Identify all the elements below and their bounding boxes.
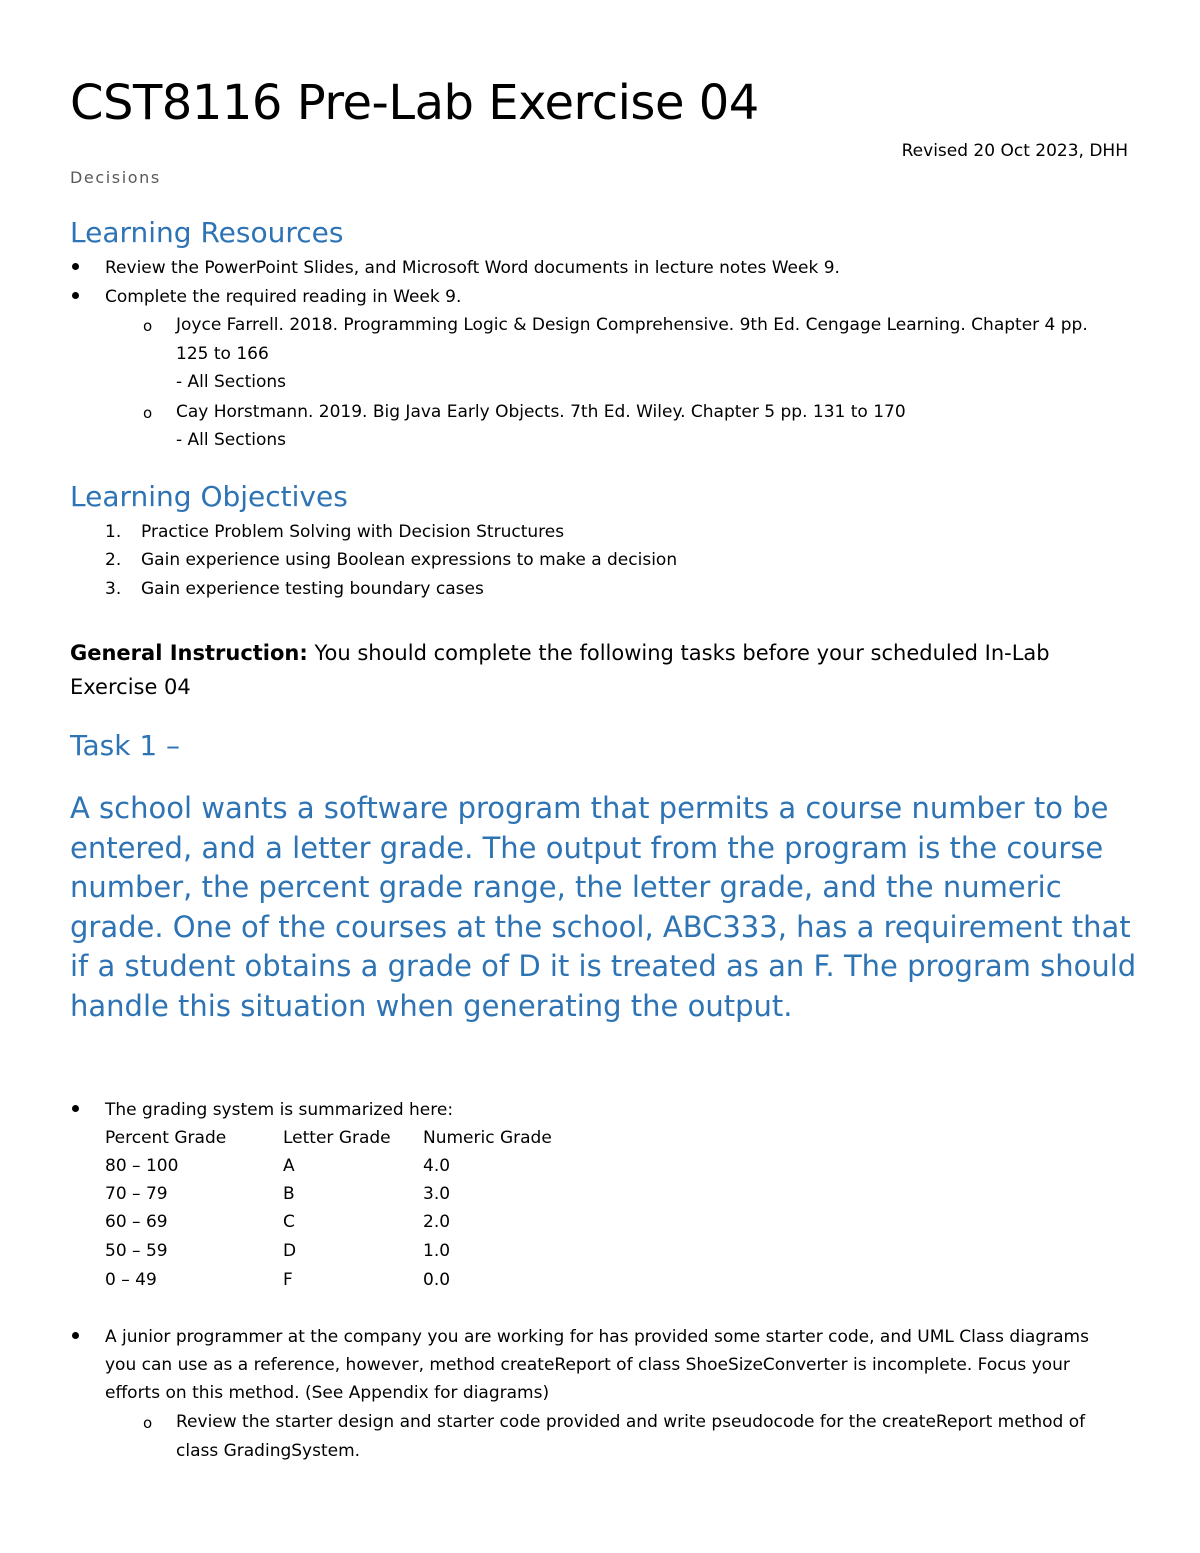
sub-bullet-marker: o xyxy=(143,1414,153,1432)
numeric-cell: 0.0 xyxy=(423,1270,451,1290)
percent-cell: 60 – 69 xyxy=(105,1212,168,1232)
grading-intro: The grading system is summarized here: xyxy=(105,1100,454,1120)
letter-cell: F xyxy=(283,1270,293,1290)
bullet-icon xyxy=(72,1323,79,1352)
objective-number: 2. xyxy=(105,550,122,570)
sub-bullet-marker: o xyxy=(143,317,153,335)
numeric-cell: 1.0 xyxy=(423,1241,451,1261)
revision-note: Revised 20 Oct 2023, DHH xyxy=(901,141,1128,161)
numeric-cell: 3.0 xyxy=(423,1184,451,1204)
general-instruction-label: General Instruction: xyxy=(70,641,308,665)
document-title: CST8116 Pre-Lab Exercise 04 xyxy=(70,75,759,131)
objective-number: 1. xyxy=(105,522,122,542)
letter-cell: D xyxy=(283,1241,297,1261)
percent-cell: 70 – 79 xyxy=(105,1184,168,1204)
general-instruction xyxy=(70,636,1130,704)
letter-cell: B xyxy=(283,1184,295,1204)
resource-item: Review the PowerPoint Slides, and Microsoft Word documents in lecture notes Week 9. xyxy=(105,258,840,278)
general-instruction-text: You should complete the following tasks before your scheduled In-Lab Exercise 04 xyxy=(70,641,1050,699)
letter-cell: A xyxy=(283,1156,295,1176)
objective-number: 3. xyxy=(105,579,122,599)
task-1-description: A school wants a software program that permits a course number to be entered, and a letter grade. The output from the program is the course number, the percent grade range, the letter grade, and the numeric grade. One of the courses at the school, ABC333, has a requirement that if a student obtains a grade of D it is treated as an F. The program should handle this situation when generating the output. xyxy=(70,791,1137,1023)
objective-text: Practice Problem Solving with Decision Structures xyxy=(141,522,565,542)
header-cell: Percent Grade xyxy=(105,1128,227,1148)
reading-item-line: - All Sections xyxy=(176,430,287,450)
starter-sub-line: class GradingSystem. xyxy=(176,1441,361,1461)
header-cell: Letter Grade xyxy=(283,1128,391,1148)
reading-item-line: Joyce Farrell. 2018. Programming Logic & Design Comprehensive. 9th Ed. Cengage Learning. Chapter 4 pp. xyxy=(176,315,1088,335)
learning-resources-heading: Learning Resources xyxy=(70,216,344,249)
numeric-cell: 2.0 xyxy=(423,1212,451,1232)
objective-text: Gain experience testing boundary cases xyxy=(141,579,484,599)
starter-text-line: efforts on this method. (See Appendix for diagrams) xyxy=(105,1383,550,1403)
numeric-cell: 4.0 xyxy=(423,1156,451,1176)
bullet-icon xyxy=(72,283,79,312)
reading-item-line: 125 to 166 xyxy=(176,344,269,364)
letter-cell: C xyxy=(283,1212,295,1232)
starter-text-line: you can use as a reference, however, method createReport of class ShoeSizeConverter is incomplete. Focus your xyxy=(105,1355,1070,1375)
percent-cell: 0 – 49 xyxy=(105,1270,157,1290)
starter-sub-line: Review the starter design and starter code provided and write pseudocode for the createReport method of xyxy=(176,1412,1086,1432)
starter-text-line: A junior programmer at the company you are working for has provided some starter code, and UML Class diagrams xyxy=(105,1327,1089,1347)
objective-text: Gain experience using Boolean expressions to make a decision xyxy=(141,550,678,570)
sub-bullet-marker: o xyxy=(143,404,153,422)
reading-item-line: Cay Horstmann. 2019. Big Java Early Objects. 7th Ed. Wiley. Chapter 5 pp. 131 to 170 xyxy=(176,402,906,422)
resource-item: Complete the required reading in Week 9. xyxy=(105,287,462,307)
bullet-icon xyxy=(72,254,79,283)
task-1-heading: Task 1 – xyxy=(70,729,181,762)
header-cell: Numeric Grade xyxy=(423,1128,552,1148)
percent-cell: 50 – 59 xyxy=(105,1241,168,1261)
learning-objectives-heading: Learning Objectives xyxy=(70,480,348,513)
bullet-icon xyxy=(72,1096,79,1125)
reading-item-line: - All Sections xyxy=(176,372,287,392)
percent-cell: 80 – 100 xyxy=(105,1156,179,1176)
document-subtitle: Decisions xyxy=(70,168,161,187)
